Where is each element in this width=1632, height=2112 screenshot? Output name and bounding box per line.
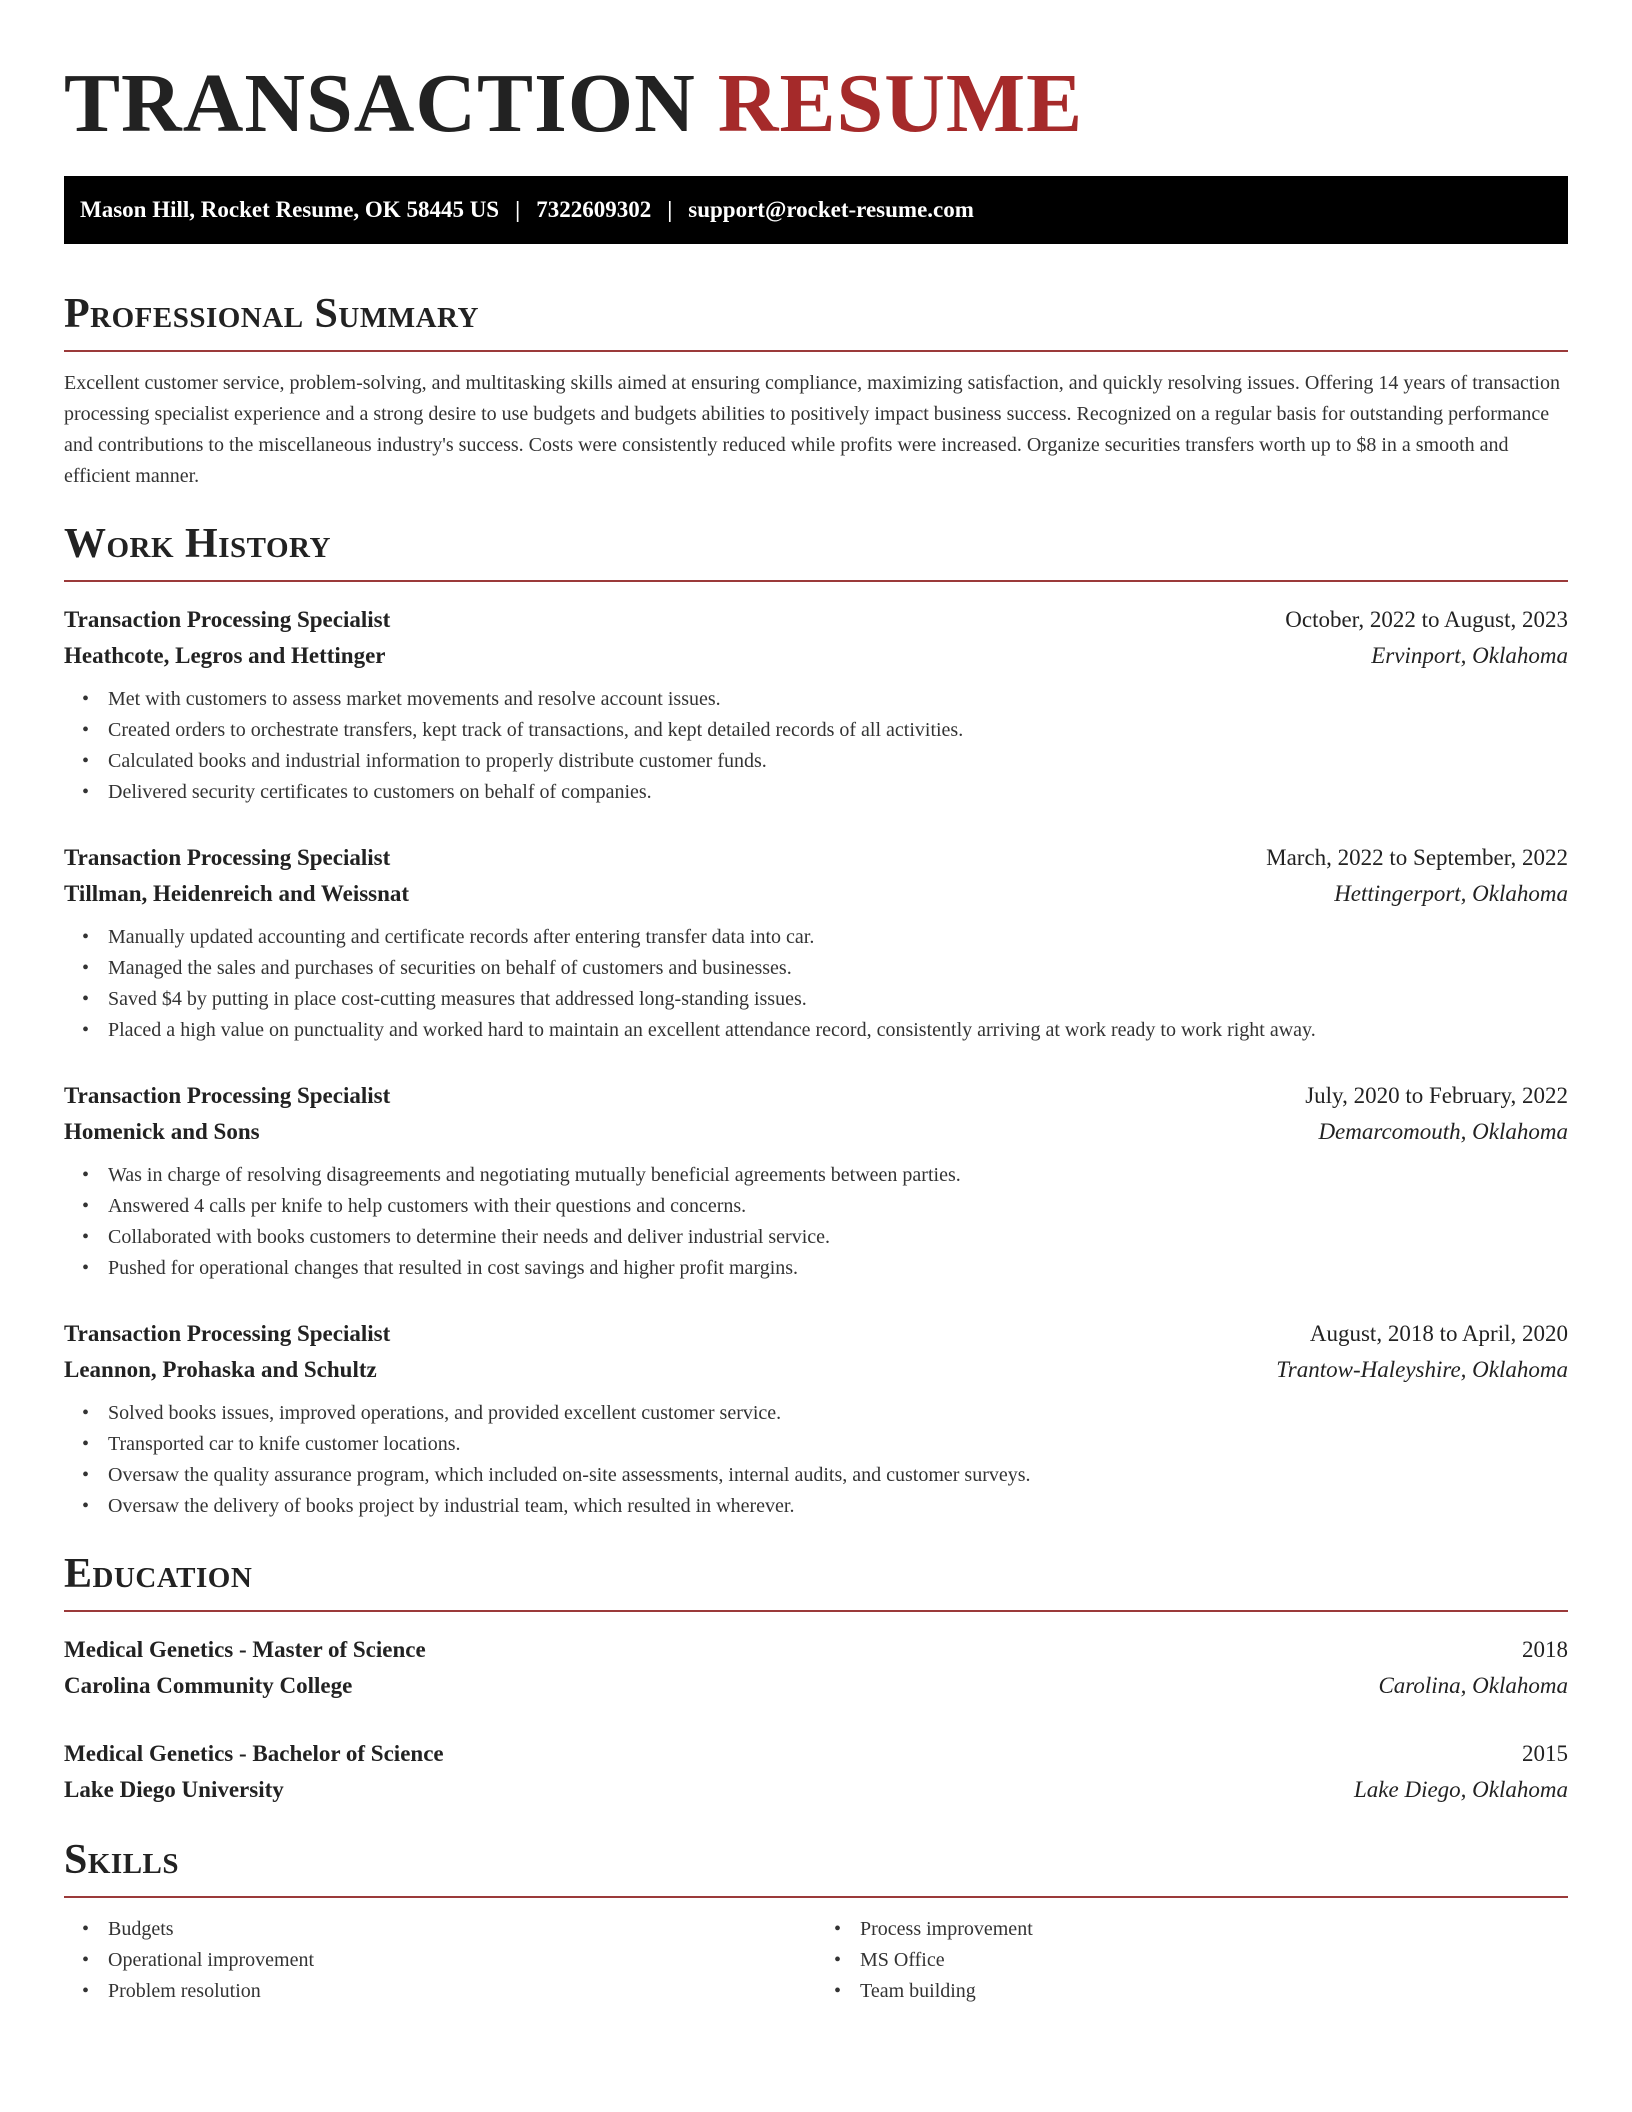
contact-separator: |	[667, 197, 673, 222]
education-entry	[64, 1736, 1568, 1808]
title-main: TRANSACTION	[64, 57, 696, 150]
skill-item: • Team building	[860, 1976, 1568, 2007]
contact-phone: 7322609302	[536, 197, 652, 222]
work-history-heading: Work History	[64, 518, 1568, 582]
list-item: • Met with customers to assess market movements and resolve account issues.	[108, 684, 1568, 715]
job-row	[64, 1078, 1568, 1114]
list-item: • Created orders to orchestrate transfers, kept track of transactions, and kept detailed records of all activities.	[108, 715, 1568, 746]
list-item: • Oversaw the quality assurance program, which included on-site assessments, internal audits, and customer surveys.	[108, 1460, 1568, 1491]
contact-address: Mason Hill, Rocket Resume, OK 58445 US	[80, 197, 500, 222]
job-bullets	[64, 1398, 1568, 1522]
job-company: Leannon, Prohaska and Schultz	[64, 1357, 377, 1382]
job-row	[64, 840, 1568, 876]
job-dates: October, 2022 to August, 2023	[1285, 607, 1568, 632]
list-item: • Answered 4 calls per knife to help customers with their questions and concerns.	[108, 1191, 1568, 1222]
job-dates: July, 2020 to February, 2022	[1305, 1083, 1568, 1108]
job-bullets	[64, 1160, 1568, 1284]
job-bullets	[64, 922, 1568, 1046]
skills-column-left	[64, 1914, 816, 2007]
skills-column-right	[816, 1914, 1568, 2007]
education-row	[64, 1736, 1568, 1772]
education-location: Lake Diego, Oklahoma	[1354, 1777, 1568, 1802]
education-location: Carolina, Oklahoma	[1378, 1673, 1568, 1698]
job-entry	[64, 840, 1568, 1046]
job-entry	[64, 1078, 1568, 1284]
job-row	[64, 1352, 1568, 1388]
job-dates: March, 2022 to September, 2022	[1266, 845, 1568, 870]
contact-email: support@rocket-resume.com	[688, 197, 974, 222]
job-bullets	[64, 684, 1568, 808]
contact-bar	[64, 176, 1568, 244]
job-location: Hettingerport, Oklahoma	[1334, 881, 1568, 906]
list-item: • Pushed for operational changes that resulted in cost savings and higher profit margins.	[108, 1253, 1568, 1284]
job-company: Heathcote, Legros and Hettinger	[64, 643, 386, 668]
education-heading: Education	[64, 1548, 1568, 1612]
list-item: • Transported car to knife customer locations.	[108, 1429, 1568, 1460]
job-company: Tillman, Heidenreich and Weissnat	[64, 881, 410, 906]
education-degree: Medical Genetics - Master of Science	[64, 1637, 426, 1662]
skill-item: • MS Office	[860, 1945, 1568, 1976]
job-row	[64, 602, 1568, 638]
summary-heading: Professional Summary	[64, 288, 1568, 352]
education-school: Lake Diego University	[64, 1777, 284, 1802]
list-item: • Collaborated with books customers to determine their needs and deliver industrial service.	[108, 1222, 1568, 1253]
contact-separator: |	[515, 197, 521, 222]
list-item: • Manually updated accounting and certificate records after entering transfer data into car.	[108, 922, 1568, 953]
skill-item: • Problem resolution	[108, 1976, 816, 2007]
list-item: • Was in charge of resolving disagreements and negotiating mutually beneficial agreements between parties.	[108, 1160, 1568, 1191]
job-location: Demarcomouth, Oklahoma	[1318, 1119, 1568, 1144]
title-accent: RESUME	[717, 57, 1084, 150]
education-year: 2018	[1522, 1637, 1568, 1662]
job-title: Transaction Processing Specialist	[64, 1083, 391, 1108]
education-row	[64, 1772, 1568, 1808]
job-title: Transaction Processing Specialist	[64, 1321, 391, 1346]
list-item: • Calculated books and industrial information to properly distribute customer funds.	[108, 746, 1568, 777]
job-entry	[64, 602, 1568, 808]
education-degree: Medical Genetics - Bachelor of Science	[64, 1741, 444, 1766]
list-item: • Managed the sales and purchases of securities on behalf of customers and businesses.	[108, 953, 1568, 984]
education-row	[64, 1632, 1568, 1668]
list-item: • Oversaw the delivery of books project by industrial team, which resulted in wherever.	[108, 1491, 1568, 1522]
education-entry	[64, 1632, 1568, 1704]
skill-item: • Operational improvement	[108, 1945, 816, 1976]
education-row	[64, 1668, 1568, 1704]
job-dates: August, 2018 to April, 2020	[1309, 1321, 1568, 1346]
job-row	[64, 1114, 1568, 1150]
job-location: Trantow-Haleyshire, Oklahoma	[1276, 1357, 1568, 1382]
list-item: • Solved books issues, improved operations, and provided excellent customer service.	[108, 1398, 1568, 1429]
education-year: 2015	[1522, 1741, 1568, 1766]
skills-grid	[64, 1914, 1568, 2007]
list-item: • Delivered security certificates to customers on behalf of companies.	[108, 777, 1568, 808]
job-row	[64, 876, 1568, 912]
summary-text: Excellent customer service, problem-solving, and multitasking skills aimed at ensuring compliance, maximizing satisfaction, and quickly resolving issues. Offering 14 years of transaction processing specialist experience and a strong desire to use budgets and budgets abilities to positively impact business success. Recognized on a regular basis for outstanding performance and contributions to the miscellaneous industry's success. Costs were consistently reduced while profits were increased. Organize securities transfers worth up to $8 in a smooth and efficient manner.	[64, 372, 1560, 487]
job-title: Transaction Processing Specialist	[64, 845, 391, 870]
job-company: Homenick and Sons	[64, 1119, 260, 1144]
job-title: Transaction Processing Specialist	[64, 607, 391, 632]
list-item: • Saved $4 by putting in place cost-cutting measures that addressed long-standing issues.	[108, 984, 1568, 1015]
job-row	[64, 638, 1568, 674]
job-row	[64, 1316, 1568, 1352]
skill-item: • Budgets	[108, 1914, 816, 1945]
resume-title	[64, 0, 1568, 176]
job-entry	[64, 1316, 1568, 1522]
list-item: • Placed a high value on punctuality and worked hard to maintain an excellent attendance record, consistently arriving at work ready to work right away.	[108, 1015, 1568, 1046]
skill-item: • Process improvement	[860, 1914, 1568, 1945]
job-location: Ervinport, Oklahoma	[1371, 643, 1568, 668]
education-school: Carolina Community College	[64, 1673, 353, 1698]
skills-heading: Skills	[64, 1834, 1568, 1898]
